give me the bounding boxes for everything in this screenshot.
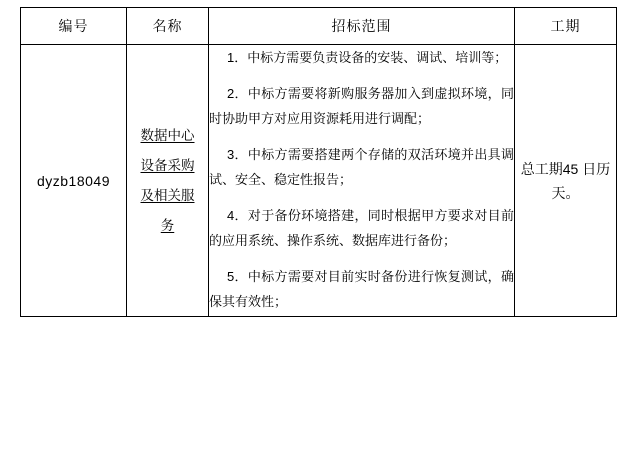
project-name-line-1: 数据中心 (140, 127, 195, 143)
column-header-scope: 招标范围 (209, 8, 515, 45)
scope-item: 2．中标方需要将新购服务器加入到虚拟环境，同时协助甲方对应用资源耗用进行调配； (209, 86, 514, 126)
project-name-line-3: 及相关服 (140, 187, 195, 203)
cell-project-period: 总工期45 日历天。 (515, 45, 617, 317)
cell-project-name (127, 45, 209, 317)
column-header-period: 工期 (515, 8, 617, 45)
cell-project-code: dyzb18049 (21, 45, 127, 317)
bid-scope-table (20, 7, 617, 317)
document-page (0, 7, 635, 459)
column-header-name: 名称 (127, 8, 209, 45)
cell-bid-scope (209, 45, 515, 317)
scope-item: 3．中标方需要搭建两个存储的双活环境并出具调试、安全、稳定性报告； (209, 147, 514, 187)
scope-item: 1．中标方需要负责设备的安装、调试、培训等； (227, 50, 508, 65)
table-header-row (21, 8, 617, 45)
project-name-line-4: 务 (160, 217, 175, 233)
project-name-line-2: 设备采购 (140, 157, 195, 173)
column-header-code: 编号 (21, 8, 127, 45)
scope-item: 4．对于备份环境搭建，同时根据甲方要求对目前的应用系统、操作系统、数据库进行备份； (209, 208, 514, 248)
scope-item: 5．中标方需要对目前实时备份进行恢复测试，确保其有效性； (209, 269, 514, 309)
table-row (21, 45, 617, 317)
